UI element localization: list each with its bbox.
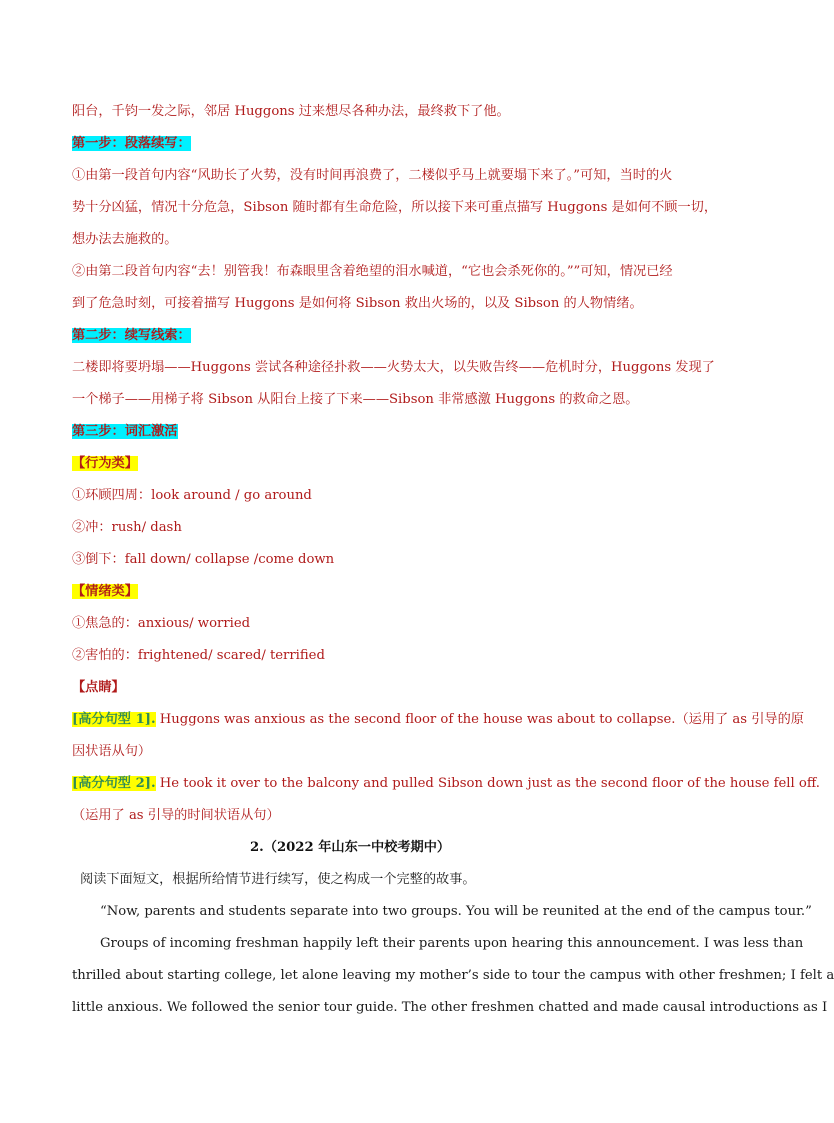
step3-heading	[72, 422, 724, 442]
action-label: 【行为类】	[72, 456, 138, 471]
dianjing-label: 【点睛】	[72, 680, 125, 695]
text-line: （运用了 as 引导的时间状语从句）	[72, 808, 280, 823]
vocab-item: ②冲：rush/ dash	[72, 520, 182, 535]
question-title: 2.（2022 年山东一中校考期中）	[250, 840, 451, 855]
text-line: 一个梯子——用梯子将 Sibson 从阳台上接了下来——Sibson 非常感激 Huggons 的救命之恩。	[72, 392, 639, 407]
step2-heading	[72, 326, 724, 346]
vocab-item: ③倒下：fall down/ collapse /come down	[72, 552, 335, 567]
pattern-tag: [高分句型 2].	[72, 776, 156, 791]
text-line: 二楼即将要坍塌——Huggons 尝试各种途径扑救——火势太大，以失败告终——危机时分，Huggons 发现了	[72, 360, 715, 375]
story-line: thrilled about starting college, let alone leaving my mother’s side to tour the campus with other freshmen; I felt a	[72, 968, 834, 983]
vocab-item: ①环顾四周：look around / go around	[72, 488, 312, 503]
text-line: 因状语从句）	[72, 744, 152, 759]
text-line: 想办法去施救的。	[72, 232, 178, 247]
text-line: 阳台，千钧一发之际，邻居 Huggons 过来想尽各种办法，最终救下了他。	[72, 104, 510, 119]
action-category	[72, 454, 724, 474]
pattern-text: He took it over to the balcony and pulled Sibson down just as the second floor of the house fell off.	[155, 776, 820, 791]
text-line: 势十分凶猛，情况十分危急，Sibson 随时都有生命危险，所以接下来可重点描写 Huggons 是如何不顾一切，	[72, 200, 718, 215]
text-line: ②由第二段首句内容“去！别管我！布森眼里含着绝望的泪水喊道，“它也会杀死你的。””可知，情况已经	[72, 264, 673, 279]
sentence-pattern-2	[72, 774, 820, 794]
step1-heading	[72, 134, 724, 154]
story-line: Groups of incoming freshman happily left their parents upon hearing this announcement. I was less than	[100, 936, 804, 951]
pattern-text: Huggons was anxious as the second floor of the house was about to collapse.（运用了 as 引导的原	[155, 712, 804, 727]
step2-label: 第二步：续写线索：	[72, 328, 191, 343]
sentence-pattern-1	[72, 710, 804, 730]
instruction: 阅读下面短文，根据所给情节进行续写，使之构成一个完整的故事。	[80, 872, 476, 887]
story-line: little anxious. We followed the senior tour guide. The other freshmen chatted and made causal introductions as I	[72, 1000, 828, 1015]
pattern-tag: [高分句型 1].	[72, 712, 156, 727]
step1-label: 第一步：段落续写：	[72, 136, 191, 151]
vocab-item: ①焦急的：anxious/ worried	[72, 616, 251, 631]
vocab-item: ②害怕的：frightened/ scared/ terrified	[72, 648, 325, 663]
emotion-category	[72, 582, 724, 602]
emotion-label: 【情绪类】	[72, 584, 138, 599]
story-line: “Now, parents and students separate into two groups. You will be reunited at the end of the campus tour.”	[100, 904, 812, 919]
text-line: 到了危急时刻，可接着描写 Huggons 是如何将 Sibson 救出火场的，以及 Sibson 的人物情绪。	[72, 296, 643, 311]
text-line: ①由第一段首句内容“风助长了火势，没有时间再浪费了，二楼似乎马上就要塌下来了。”可知，当时的火	[72, 168, 673, 183]
step3-label: 第三步：词汇激活	[72, 424, 178, 439]
